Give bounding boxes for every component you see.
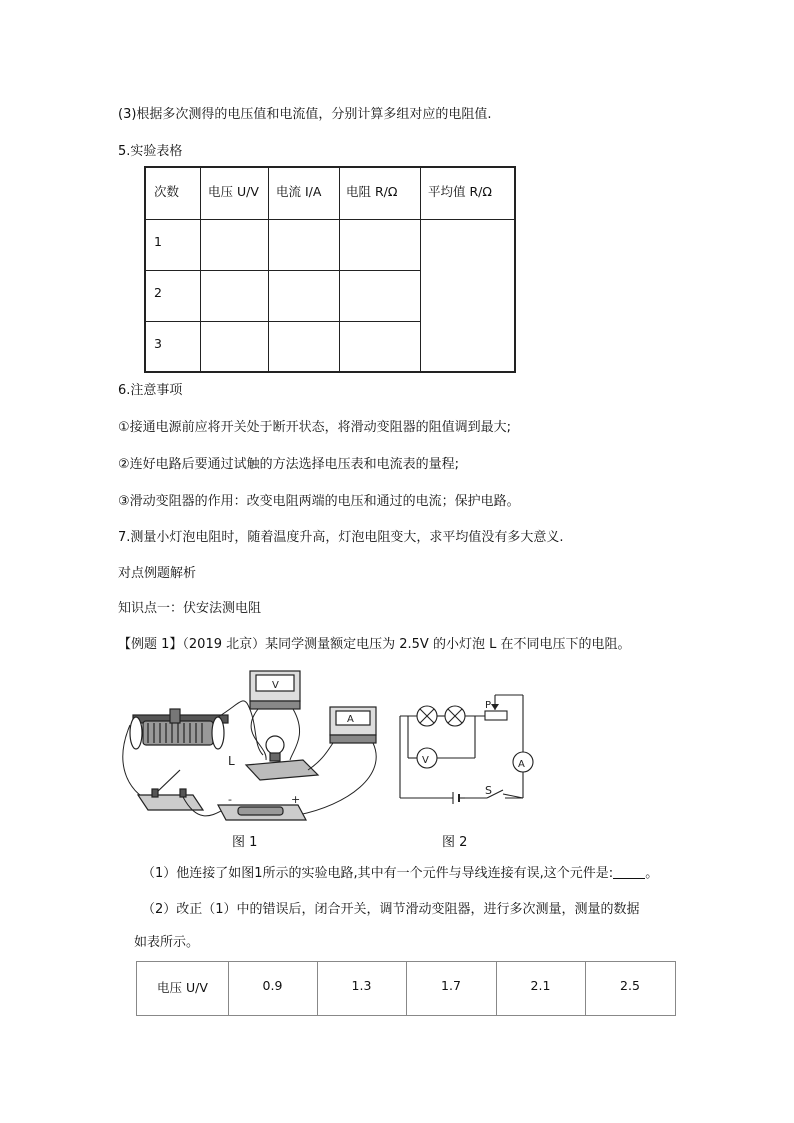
question1-text: （1）他连接了如图1所示的实验电路,其中有一个元件与导线连接有误,这个元件是: bbox=[142, 866, 614, 881]
note-item: ②连好电路后要通过试触的方法选择电压表和电流表的量程; bbox=[118, 457, 460, 472]
table1-row-label: 3 bbox=[154, 336, 162, 351]
table2-value: 1.7 bbox=[441, 978, 461, 993]
answer-blank[interactable] bbox=[613, 864, 645, 879]
table2-value: 2.1 bbox=[530, 978, 551, 993]
example1-tag: 【例题 1】 bbox=[118, 637, 183, 652]
voltmeter-icon bbox=[250, 671, 300, 709]
knowledge-point: 知识点一：伏安法测电阻 bbox=[118, 601, 262, 616]
table2-value: 0.9 bbox=[262, 978, 283, 993]
table1-header-voltage: 电压 U/V bbox=[208, 184, 259, 199]
note-item: ③滑动变阻器的作用：改变电阻两端的电压和通过的电流；保护电路。 bbox=[118, 494, 520, 509]
table2-header: 电压 U/V bbox=[157, 980, 208, 995]
example-heading: 对点例题解析 bbox=[118, 566, 197, 581]
example1-source: （2019 北京） bbox=[182, 637, 266, 652]
section6-title: 6.注意事项 bbox=[118, 383, 183, 398]
ammeter-symbol: A bbox=[518, 759, 525, 770]
figure2-circuit bbox=[395, 690, 545, 805]
table1-row-label: 2 bbox=[154, 285, 162, 300]
table1-header-resistance: 电阻 R/Ω bbox=[346, 184, 398, 199]
battery-minus-label: - bbox=[228, 793, 232, 806]
question1-end: 。 bbox=[645, 866, 659, 881]
section7-text: 7.测量小灯泡电阻时，随着温度升高，灯泡电阻变大，求平均值没有多大意义. bbox=[118, 530, 564, 545]
switch-icon bbox=[138, 770, 203, 810]
question1 bbox=[142, 864, 658, 883]
table1-header-current: 电流 I/A bbox=[276, 184, 322, 199]
table1-header-average: 平均值 R/Ω bbox=[428, 184, 492, 199]
example1-line bbox=[118, 636, 630, 654]
figure1-apparatus bbox=[118, 665, 393, 830]
rheostat-icon bbox=[130, 709, 228, 749]
switch-label-S: S bbox=[485, 784, 492, 797]
slider-label-P: P bbox=[485, 700, 492, 711]
table2-value: 1.3 bbox=[351, 978, 372, 993]
note-item: ①接通电源前应将开关处于断开状态，将滑动变阻器的阻值调到最大; bbox=[118, 420, 512, 435]
data-table bbox=[136, 961, 676, 1016]
ammeter-icon bbox=[330, 707, 376, 743]
voltmeter-symbol: V bbox=[422, 755, 429, 766]
section5-title: 5.实验表格 bbox=[118, 144, 183, 159]
question2-line2: 如表所示。 bbox=[134, 935, 200, 950]
step3-text: (3)根据多次测得的电压值和电流值，分别计算多组对应的电阻值. bbox=[118, 107, 492, 122]
table1-header-count: 次数 bbox=[154, 184, 180, 199]
question2-line1: （2）改正（1）中的错误后，闭合开关，调节滑动变阻器，进行多次测量，测量的数据 bbox=[142, 902, 640, 917]
table1-row-label: 1 bbox=[154, 234, 162, 249]
example1-text: 某同学测量额定电压为 2.5V 的小灯泡 L 在不同电压下的电阻。 bbox=[265, 637, 631, 652]
voltmeter-label: V bbox=[272, 680, 279, 691]
experiment-table bbox=[144, 166, 516, 373]
figure1-caption: 图 1 bbox=[232, 835, 258, 850]
battery-icon bbox=[218, 805, 306, 820]
table2-value: 2.5 bbox=[620, 978, 640, 993]
bulb-label-L: L bbox=[228, 754, 235, 768]
figure2-caption: 图 2 bbox=[442, 835, 468, 850]
battery-plus-label: + bbox=[291, 793, 301, 806]
ammeter-label: A bbox=[347, 714, 354, 725]
